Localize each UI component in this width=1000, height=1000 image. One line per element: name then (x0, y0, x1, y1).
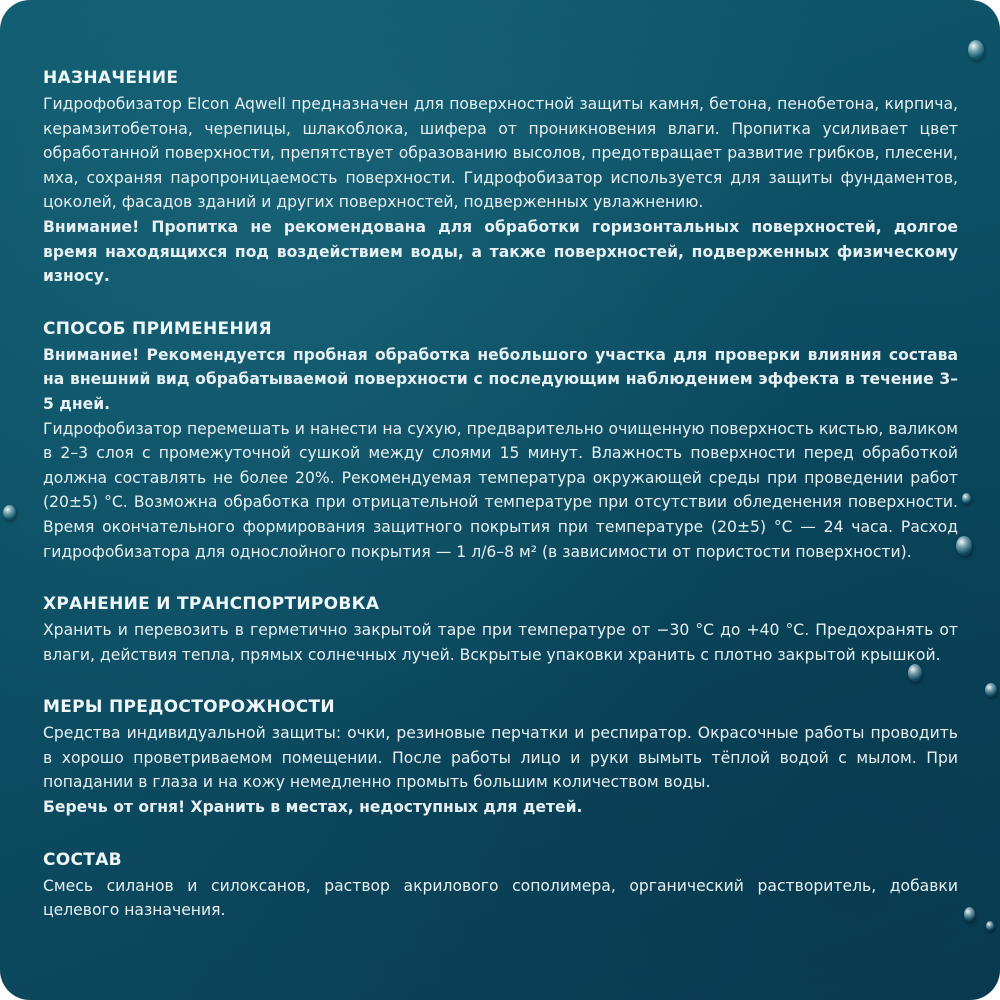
warning-paragraph: Беречь от огня! Хранить в местах, недоступных для детей. (43, 798, 583, 817)
water-droplet (964, 907, 975, 922)
water-droplet (956, 536, 972, 556)
warning-paragraph: Внимание! Пропитка не рекомендована для обработки горизонтальных поверхностей, долгое время находящихся под воздействием воды, а также поверхностей, подверженных физическому износу. (43, 217, 958, 286)
section-application (43, 317, 958, 564)
content (43, 66, 958, 951)
section-storage (43, 592, 958, 667)
paragraph: Гидрофобизатор перемешать и нанести на сухую, предварительно очищенную поверхность кистью, валиком в 2–3 слоя с промежуточной сушкой между слоями 15 минут. Влажность поверхности перед обработкой должна составлять не более 20%. Рекомендуемая температура окружающей среды при проведении работ (20±5) °С. Возможна обработка при отрицательной температуре при отсутствии обледенения поверхности. Время окончательного формирования защитного покрытия при температуре (20±5) °С — 24 часа. Расход гидрофобизатора для однослойного покрытия — 1 л/6–8 м² (в зависимости от пористости поверхности). (43, 419, 958, 561)
section-purpose (43, 66, 958, 289)
water-droplet (962, 493, 971, 504)
water-droplet (3, 505, 16, 520)
section-composition (43, 848, 958, 923)
section-precautions (43, 695, 958, 819)
paragraph: Хранить и перевозить в герметично закрытой таре при температуре от −30 °С до +40 °С. Предохранять от влаги, действия тепла, прямых солнечных лучей. Вскрытые упаковки хранить с плотно закрытой крышкой. (43, 621, 958, 664)
water-droplet (985, 683, 997, 697)
section-title: СПОСОБ ПРИМЕНЕНИЯ (43, 318, 272, 339)
warning-paragraph: Внимание! Рекомендуется пробная обработка небольшого участка для проверки влияния состава на внешний вид обрабатываемой поверхности с последующим наблюдением эффекта в течение 3–5 дней. (43, 345, 958, 413)
paragraph: Средства индивидуальной защиты: очки, резиновые перчатки и респиратор. Окрасочные работы проводить в хорошо проветриваемом помещении. После работы лицо и руки вымыть тёплой водой с мылом. При попадании в глаза и на кожу немедленно промыть большим количеством воды. (43, 724, 958, 792)
paragraph: Смесь силанов и силоксанов, раствор акрилового сополимера, органический растворитель, добавки целевого назначения. (43, 876, 958, 920)
section-title: МЕРЫ ПРЕДОСТОРОЖНОСТИ (43, 697, 335, 718)
section-title: ХРАНЕНИЕ И ТРАНСПОРТИРОВКА (43, 594, 380, 615)
water-droplet (986, 921, 994, 931)
paragraph: Гидрофобизатор Elcon Aqwell предназначен для поверхностной защиты камня, бетона, пенобетона, кирпича, керамзитобетона, черепицы, шлакоблока, шифера от проникновения влаги. Пропитка усиливает цвет обработанной поверхности, препятствует образованию высолов, предотвращает развитие грибков, плесени, мха, сохраняя паропроницаемость поверхности. Гидрофобизатор используется для защиты фундаментов, цоколей, фасадов зданий и других поверхностей, подверженных увлажнению. (43, 95, 958, 212)
water-droplet (968, 40, 984, 60)
section-title: СОСТАВ (43, 849, 122, 870)
section-title: НАЗНАЧЕНИЕ (43, 68, 179, 88)
